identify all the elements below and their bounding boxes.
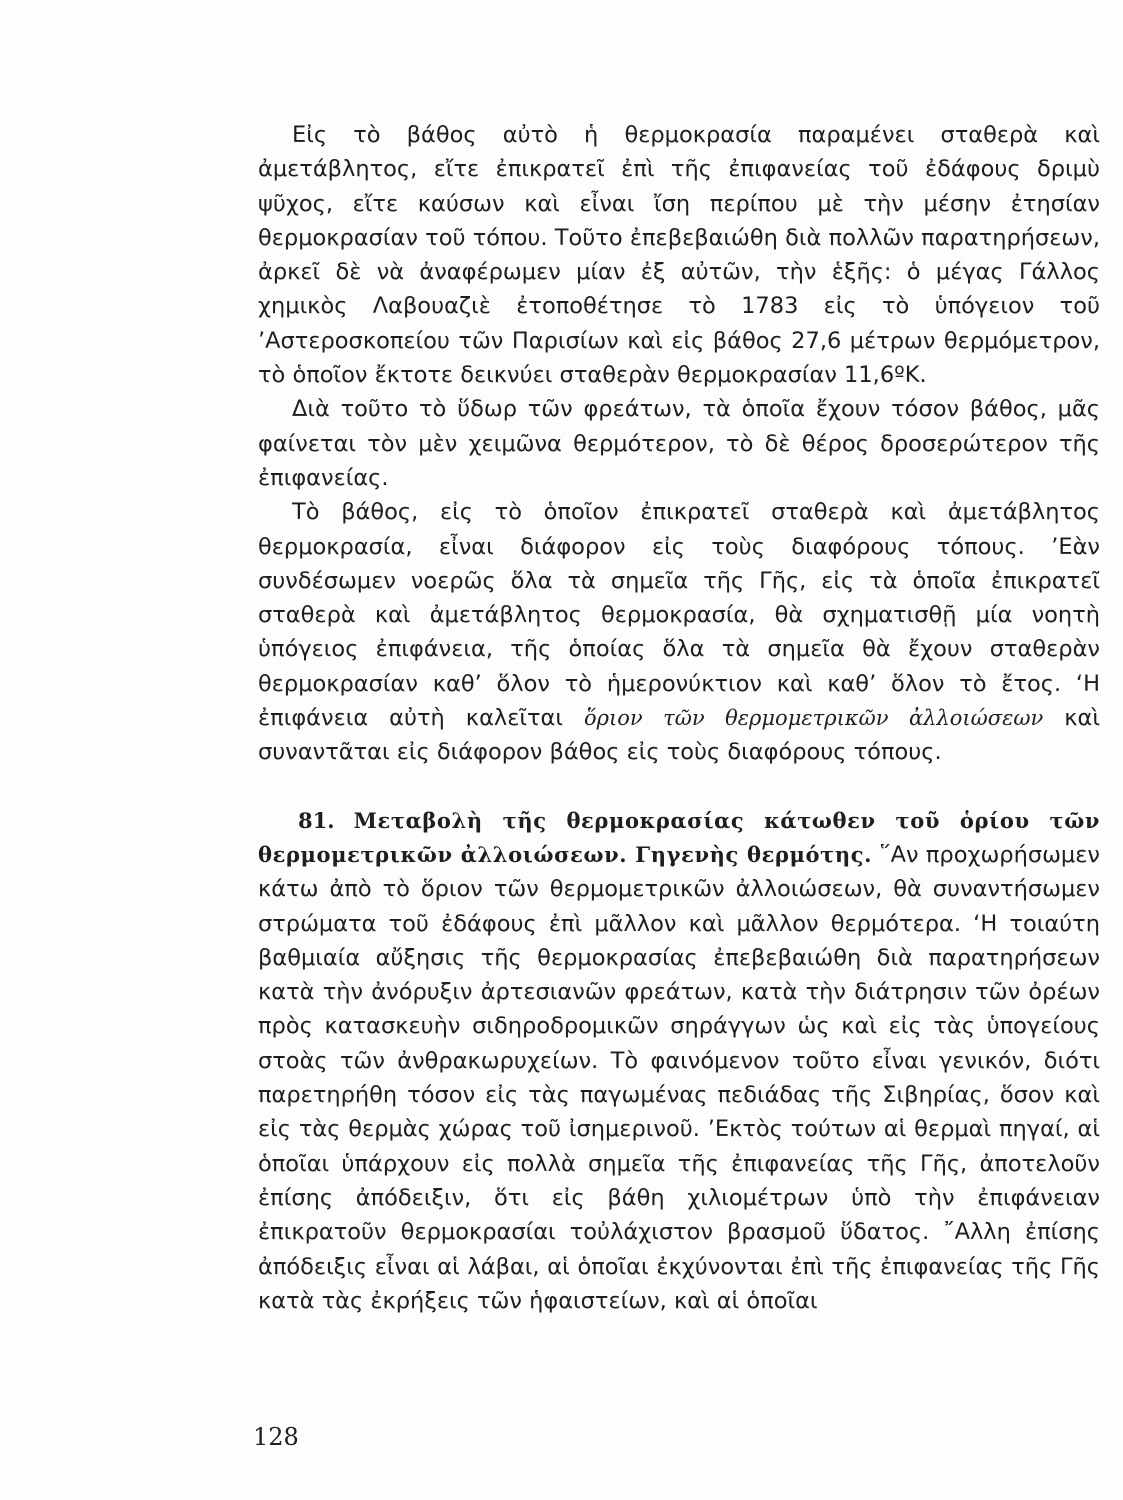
paragraph-text-before-term: Τὸ βάθος, εἰς τὸ ὁποῖον ἐπικρατεῖ σταθερὰ καὶ ἀμετάβλητος θερμοκρασία, εἶναι διάφορον εἰς τοὺς διαφόρους τόπους. ’Εὰν συνδέσωμεν νοερῶς ὅλα τὰ σημεῖα τῆς Γῆς, εἰς τὰ ὁποῖα ἐπικρατεῖ σταθερὰ καὶ ἀμετάβλητος θερμοκρασία, θὰ σχηματισθῇ μία νοητὴ ὑπόγειος ἐπιφάνεια, τῆς ὁποίας ὅλα τὰ σημεῖα θὰ ἔχουν σταθερὰν θερμοκρασίαν καθ’ ὅλον τὸ ἡμερονύκτιον καὶ καθ’ ὅλον τὸ ἔτος. ‘Η ἐπιφάνεια αὐτὴ καλεῖται: [258, 499, 1100, 732]
page-body: [258, 118, 1100, 1318]
paragraph-thermometric-limit: [258, 495, 1100, 769]
italic-term: ὅριον τῶν θερμομετρικῶν ἀλλοιώσεων: [583, 706, 1044, 731]
section-81: [258, 804, 1100, 1318]
section-number: 81.: [298, 807, 335, 833]
section-body: ῞Αν προχωρήσωμεν κάτω ἀπὸ τὸ ὅριον τῶν θερμομετρικῶν ἀλλοιώσεων, θὰ συναντήσωμεν στρώματα τοῦ ἐδάφους ἐπὶ μᾶλλον καὶ μᾶλλον θερμότερα. ‘Η τοιαύτη βαθμιαία αὔξησις τῆς θερμοκρασίας ἐπεβεβαιώθη διὰ παρατηρήσεων κατὰ τὴν ἀνόρυξιν ἀρτεσιανῶν φρεάτων, κατὰ τὴν διάτρησιν τῶν ὀρέων πρὸς κατασκευὴν σιδηροδρομικῶν σηράγγων ὡς καὶ εἰς τὰς ὑπογείους στοὰς τῶν ἀνθρακωρυχείων. Τὸ φαινόμενον τοῦτο εἶναι γενικόν, διότι παρετηρήθη τόσον εἰς τὰς παγωμένας πεδιάδας τῆς Σιβηρίας, ὅσον καὶ εἰς τὰς θερμὰς χώρας τοῦ ἰσημερινοῦ. ’Εκτὸς τούτων αἱ θερμαὶ πηγαί, αἱ ὁποῖαι ὑπάρχουν εἰς πολλὰ σημεῖα τῆς ἐπιφανείας τῆς Γῆς, ἀποτελοῦν ἐπίσης ἀπόδειξιν, ὅτι εἰς βάθη χιλιομέτρων ὑπὸ τὴν ἐπιφάνειαν ἐπικρατοῦν θερμοκρασίαι τοὐλάχιστον βρασμοῦ ὕδατος. ῎Αλλη ἐπίσης ἀπόδειξις εἶναι αἱ λάβαι, αἱ ὁποῖαι ἐκχύνονται ἐπὶ τῆς ἐπιφανείας τῆς Γῆς κατὰ τὰς ἐκρήξεις τῶν ἡφαιστείων, καὶ αἱ ὁποῖαι: [258, 841, 1100, 1314]
paragraph-constant-temperature: Εἰς τὸ βάθος αὐτὸ ἡ θερμοκρασία παραμένει σταθερὰ καὶ ἀμετάβλητος, εἴτε ἐπικρατεῖ ἐπὶ τῆς ἐπιφανείας τοῦ ἐδάφους δριμὺ ψῦχος, εἴτε καύσων καὶ εἶναι ἴση περίπου μὲ τὴν μέσην ἐτησίαν θερμοκρασίαν τοῦ τόπου. Τοῦτο ἐπεβεβαιώθη διὰ πολλῶν παρατηρήσεων, ἀρκεῖ δὲ νὰ ἀναφέρωμεν μίαν ἐξ αὐτῶν, τὴν ἑξῆς: ὁ μέγας Γάλλος χημικὸς Λαβουαζιὲ ἐτοποθέτησε τὸ 1783 εἰς τὸ ὑπόγειον τοῦ ’Αστεροσκοπείου τῶν Παρισίων καὶ εἰς βάθος 27,6 μέτρων θερμόμετρον, τὸ ὁποῖον ἔκτοτε δεικνύει σταθερὰν θερμοκρασίαν 11,6ºΚ.: [258, 122, 1100, 389]
paragraph-text-after-term: καὶ συναντᾶται εἰς διάφορον βάθος εἰς τοὺς διαφόρους τόπους.: [258, 705, 1100, 766]
paragraph-well-water: Διὰ τοῦτο τὸ ὕδωρ τῶν φρεάτων, τὰ ὁποῖα ἔχουν τόσον βάθος, μᾶς φαίνεται τὸν μὲν χειμῶνα θερμότερον, τὸ δὲ θέρος δροσερώτερον τῆς ἐπιφανείας.: [258, 396, 1100, 491]
page-number: 128: [253, 1423, 299, 1451]
section-heading: Μεταβολὴ τῆς θερμοκρασίας κάτωθεν τοῦ ὁρίου τῶν θερμομετρικῶν ἀλλοιώσεων. Γηγενὴς θερμότης.: [258, 807, 1100, 867]
